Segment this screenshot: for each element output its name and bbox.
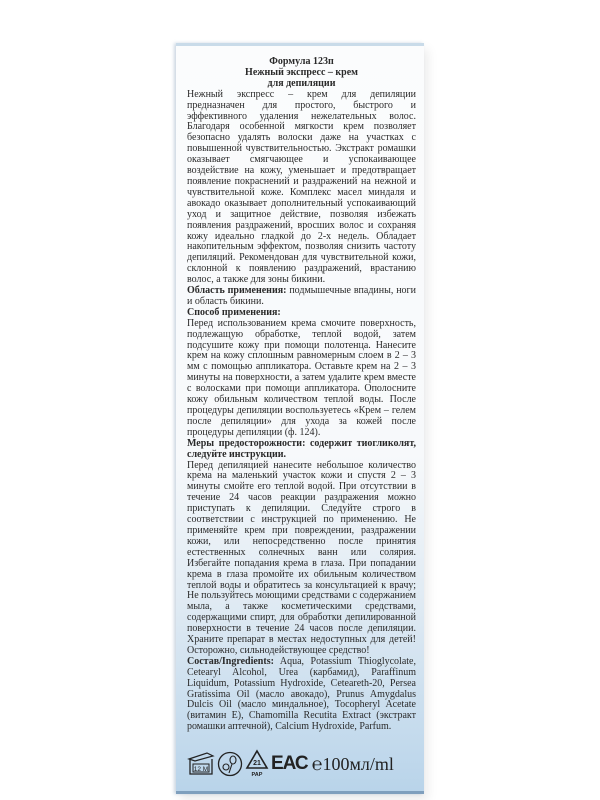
recycle-number: 21	[253, 760, 261, 768]
volume: ℮100мл/ml	[311, 753, 394, 774]
ingredients-text: Aqua, Potassium Thioglycolate, Cetearyl Alcohol, Urea (карбамид), Paraffinum Liquidum, Potassium Hydroxide, Ceteareth-20, Persea Gratissima Oil (масло авокадо), Prunus Amygdalus Dulcis Oil (масло миндальное), Tocopheryl Acetate (витамин E), Chamomilla Recutita Extract (экстракт ромашки аптечной), Calcium Hydroxide, Parfum.	[187, 655, 416, 733]
formula-title: Формула 123п	[269, 56, 334, 67]
precautions-label	[187, 439, 416, 461]
recycle-code: PAP	[251, 772, 263, 779]
eac-mark: ЕАС	[271, 753, 308, 775]
product-box	[176, 43, 424, 794]
precautions-heading: Меры предосторожности: содержит тиогликолят, следуйте инструкции.	[187, 437, 416, 460]
precautions-text: Перед депиляцией нанесите небольшое количество крема на маленький участок кожи и спустя 2 – 3 минуты смойте его теплой водой. При отсутствии в течение 24 часов реакции раздражения можно приступать к депиляции. Следуйте строго в соответствии с инструкцией по применению. Не применяйте крем при повреждении, раздражении кожи, или непосредственно после принятия естественных солнечных ванн или солярия. Избегайте попадания крема в глаза. При попадании крема в глаза промойте их обильным количеством теплой воды и обратитесь за консультацией к врачу; Не пользуйтесь моющими средствами с содержанием мыла, а также косметическими средствами, содержащими спирт, для обработки депилированной поверхности в течение 24 часов после депиляции. Храните препарат в местах недоступных для детей! Осторожно, сильнодействующее средство!	[187, 459, 416, 656]
application-area-text: подмышечные впадины, ноги и область бикини.	[187, 285, 417, 307]
method-heading: Способ применения:	[187, 306, 281, 318]
symbols-row	[187, 749, 416, 779]
ingredients-label: Состав/Ingredients:	[187, 655, 274, 667]
pao-text: 12 M	[193, 766, 209, 774]
product-purpose: для депиляции	[267, 77, 336, 89]
application-area-label: Область применения:	[187, 285, 287, 297]
pao-jar-icon	[187, 751, 215, 777]
product-name: Нежный экспресс – крем	[245, 66, 358, 78]
description: Нежный экспресс – крем для депиляции предназначен для простого, быстрого и эффективного удаления нежелательных волос. Благодаря особенной мягкости крем позволяет безопасно удалять волоски даже на участках с повышенной чувствительностью. Экстракт ромашки оказывает смягчающее и успокаивающее воздействие на кожу, уменьшает и предотвращает появление покраснений и раздражений на нежной и чувствительной коже. Комплекс масел миндаля и авокадо оказывает дополнительный успокаивающий уход и защитное действие, позволяя избежать появления раздражений, вросших волос и сохраняя кожу идеально гладкой до 2-х недель. Обладает накопительным эффектом, позволяя снизить частоту депиляций. Рекомендован для чувствительной кожи, склонной к появлению раздражений, врастанию волос, а также для зоны бикини.	[187, 88, 416, 286]
recycle-icon	[245, 749, 269, 779]
product-label	[187, 57, 416, 733]
ingredients	[187, 657, 416, 733]
spacer	[187, 733, 416, 749]
consult-manual-icon	[217, 751, 243, 777]
application-area	[187, 286, 416, 308]
method-text: Перед использованием крема смочите поверхность, подлежащую обработке, теплой водой, затем подсушите кожу при помощи полотенца. Нанесите крем на кожу сплошным равномерным слоем в 2 – 3 мм с помощью аппликатора. Оставьте крем на 2 – 3 минуты на поверхности, а затем удалите крем вместе с волосками при помощи аппликатора. Ополосните кожу обильным количеством теплой воды. После процедуры депиляции воспользуетесь «Крем – гелем после депиляции» для ухода за кожей после процедуры депиляции (ф. 124).	[187, 317, 416, 438]
